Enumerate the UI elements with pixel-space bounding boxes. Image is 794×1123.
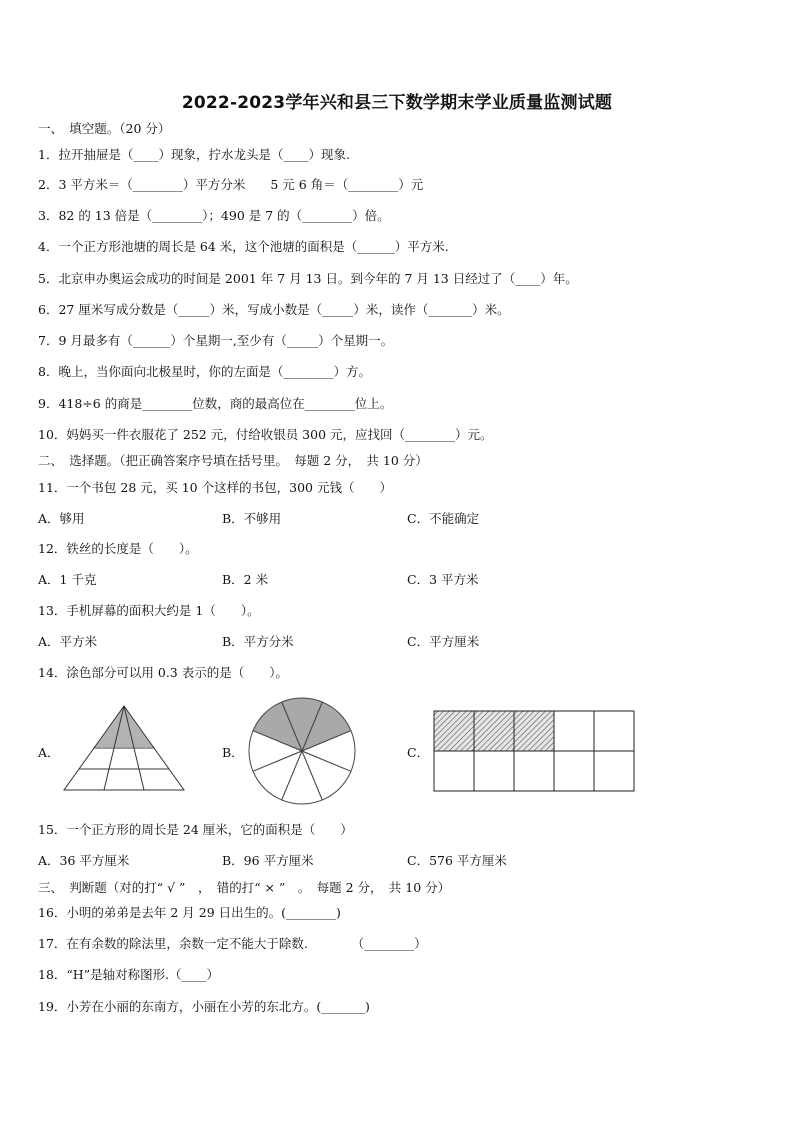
question-19: 19．小芳在小丽的东南方，小丽在小芳的东北方。(_______) [38, 999, 370, 1014]
grid-cell [594, 751, 634, 791]
grid-cell-shaded [514, 711, 554, 751]
pie-figure [244, 696, 362, 806]
q15-option-a: A．36 平方厘米 [38, 853, 130, 868]
q15-option-c: C．576 平方厘米 [407, 853, 507, 868]
question-11: 11．一个书包 28 元，买 10 个这样的书包，300 元钱（ ） [38, 480, 392, 495]
q13-option-c: C．平方厘米 [407, 634, 480, 649]
q11-option-a: A．够用 [38, 511, 85, 526]
q13-option-a: A．平方米 [38, 634, 98, 649]
q12-option-b: B．2 米 [222, 572, 269, 587]
question-15: 15．一个正方形的周长是 24 厘米，它的面积是（ ） [38, 822, 353, 837]
question-4: 4．一个正方形池塘的周长是 64 米，这个池塘的面积是（______）平方米. [38, 239, 449, 254]
question-3: 3．82 的 13 倍是（________）；490 是 7 的（________）倍。 [38, 208, 390, 223]
question-13: 13．手机屏幕的面积大约是 1（ ）。 [38, 603, 260, 618]
question-17: 17．在有余数的除法里，余数一定不能大于除数. （________） [38, 936, 427, 951]
question-16: 16．小明的弟弟是去年 2 月 29 日出生的。(________) [38, 905, 341, 920]
page-title: 2022-2023学年兴和县三下数学期末学业质量监测试题 [181, 93, 613, 113]
section-heading-judge: 三、 判断题（对的打“ √ ” ， 错的打“ × ” 。 每题 2 分， 共 10 分） [38, 880, 451, 895]
section-heading-fill: 一、 填空题。（20 分） [38, 121, 171, 136]
grid-cell [594, 711, 634, 751]
triangle-shaded-band [62, 704, 186, 747]
q14-option-a: A． [38, 745, 60, 760]
grid-cell [434, 751, 474, 791]
question-18: 18．“H”是轴对称图形.（____） [38, 967, 220, 982]
section-heading-choice: 二、 选择题。（把正确答案序号填在括号里。 每题 2 分， 共 10 分） [38, 453, 428, 468]
q14-option-c: C． [407, 745, 430, 760]
question-8: 8．晚上，当你面向北极星时，你的左面是（________）方。 [38, 364, 371, 379]
q11-option-b: B．不够用 [222, 511, 282, 526]
grid-cell-shaded [434, 711, 474, 751]
question-9: 9．418÷6 的商是________位数，商的最高位在________位上。 [38, 396, 393, 411]
grid-cell [554, 751, 594, 791]
triangle-figure [62, 704, 186, 792]
grid-cell-shaded [474, 711, 514, 751]
question-7: 7．9 月最多有（______）个星期一,至少有（_____）个星期一。 [38, 333, 394, 348]
grid-cell [554, 711, 594, 751]
question-1: 1．拉开抽屉是（____）现象，拧水龙头是（____）现象. [38, 147, 350, 162]
grid-figure [433, 710, 635, 792]
question-14: 14．涂色部分可以用 0.3 表示的是（ ）。 [38, 665, 288, 680]
question-5: 5．北京申办奥运会成功的时间是 2001 年 7 月 13 日。到今年的 7 月 13 日经过了（____）年。 [38, 271, 578, 286]
q11-option-c: C．不能确定 [407, 511, 480, 526]
q12-option-c: C．3 平方米 [407, 572, 479, 587]
q15-option-b: B．96 平方厘米 [222, 853, 314, 868]
grid-cell [514, 751, 554, 791]
grid-cell [474, 751, 514, 791]
q14-option-b: B． [222, 745, 244, 760]
question-12: 12．铁丝的长度是（ ）。 [38, 541, 198, 556]
question-2: 2．3 平方米＝（________）平方分米 5 元 6 角＝（________）元 [38, 177, 424, 192]
q12-option-a: A．1 千克 [38, 572, 97, 587]
question-6: 6．27 厘米写成分数是（_____）米，写成小数是（_____）米，读作（_______）米。 [38, 302, 510, 317]
q13-option-b: B．平方分米 [222, 634, 294, 649]
question-10: 10．妈妈买一件衣服花了 252 元，付给收银员 300 元，应找回（________）元。 [38, 427, 493, 442]
